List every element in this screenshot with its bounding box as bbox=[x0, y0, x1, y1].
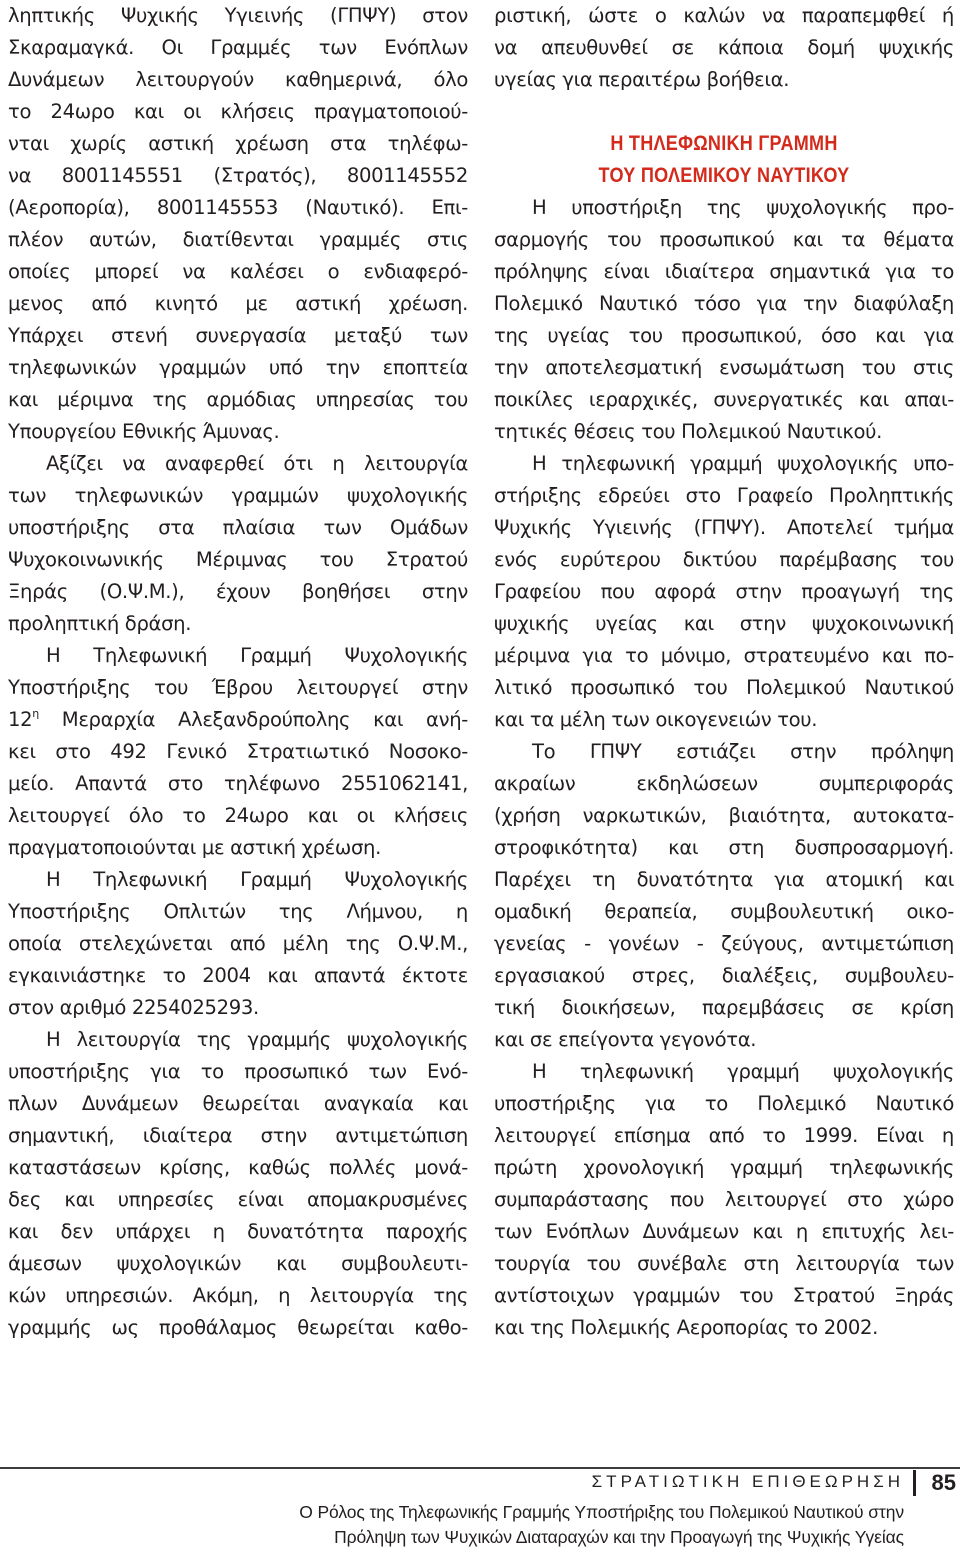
text-line: (Αεροπορία), 8001145553 (Ναυτικό). Επι- bbox=[8, 196, 468, 219]
text-line: στροφικότητα) και στη δυσπροσαρμογή. bbox=[494, 836, 954, 859]
text-line: στήριξης εδρεύει στο Γραφείο Προληπτικής bbox=[494, 484, 954, 507]
text-line: (χρήση ναρκωτικών, βιαιότητα, αυτοκατα- bbox=[494, 804, 954, 827]
text-line: γενείας - γονέων - ζεύγους, αντιμετώπιση bbox=[494, 932, 954, 955]
text-line: Η τηλεφωνική γραμμή ψυχολογικής υπο- bbox=[532, 452, 954, 475]
article-running-title bbox=[299, 1500, 904, 1550]
text-line: τουργία του συνέβαλε στη λειτουργία των bbox=[494, 1252, 954, 1275]
text-line: Σκαραμαγκά. Οι Γραμμές των Ενόπλων bbox=[8, 36, 468, 59]
text-line: λειτουργεί όλο το 24ωρο και οι κλήσεις bbox=[8, 804, 468, 827]
text-line: ληπτικής Ψυχικής Υγιεινής (ΓΠΨΥ) στον bbox=[8, 4, 468, 27]
text-line: Ξηράς (Ο.Ψ.Μ.), έχουν βοηθήσει στην bbox=[8, 580, 468, 603]
text-line: Η υποστήριξη της ψυχολογικής προ- bbox=[532, 196, 954, 219]
text-line: ριστική, ώστε ο καλών να παραπεμφθεί ή bbox=[494, 4, 954, 27]
text-line: τητικές θέσεις του Πολεμικού Ναυτικού. bbox=[494, 420, 883, 443]
text-line: ακραίων εκδηλώσεων συμπεριφοράς bbox=[494, 772, 954, 795]
text-line: πρόληψης είναι ιδιαίτερα σημαντικά για το bbox=[494, 260, 954, 283]
text-line: υποστήριξης στα πλαίσια των Ομάδων bbox=[8, 516, 468, 539]
text-line: ενός ευρύτερου δικτύου παρέμβασης του bbox=[494, 548, 954, 571]
text-line: εγκαινιάστηκε το 2004 και απαντά έκτοτε bbox=[8, 964, 468, 987]
text-line: υποστήριξης για το προσωπικό των Ενό- bbox=[8, 1060, 468, 1083]
text-line: των Ενόπλων Δυνάμεων και η επιτυχής λει- bbox=[494, 1220, 954, 1243]
text-line: Η λειτουργία της γραμμής ψυχολογικής bbox=[46, 1028, 468, 1051]
text-line: νται χωρίς αστική χρέωση στα τηλέφω- bbox=[8, 132, 468, 155]
text-line: Πολεμικό Ναυτικό τόσο για την διαφύλαξη bbox=[494, 292, 954, 315]
text-line: ποικίλες ιεραρχικές, συνεργατικές και απαι- bbox=[494, 388, 954, 411]
text-line: κών υπηρεσιών. Ακόμη, η λειτουργία της bbox=[8, 1284, 468, 1307]
text-line: Υποστήριξης του Έβρου λειτουργεί στην bbox=[8, 676, 468, 699]
section-heading-line-1: Η ΤΗΛΕΦΩΝΙΚΗ ΓΡΑΜΜΗ bbox=[610, 132, 838, 155]
text-line: Παρέχει τη δυνατότητα για ατομική και bbox=[494, 868, 954, 891]
text-line: την αποτελεσματική ενσωμάτωση του στις bbox=[494, 356, 954, 379]
text-line: άμεσων ψυχολογικών και συμβουλευτι- bbox=[8, 1252, 468, 1275]
page-number-divider bbox=[913, 1470, 916, 1496]
text-line: πλων Δυνάμεων θεωρείται αναγκαία και bbox=[8, 1092, 468, 1115]
text-line: προληπτική δράση. bbox=[8, 612, 192, 635]
text-line: της υγείας του προσωπικού, όσο και για bbox=[494, 324, 954, 347]
text-line: να 8001145551 (Στρατός), 8001145552 bbox=[8, 164, 468, 187]
text-line: τηλεφωνικών γραμμών υπό την εποπτεία bbox=[8, 356, 468, 379]
text-line: και της Πολεμικής Αεροπορίας το 2002. bbox=[494, 1316, 879, 1339]
text-line: καταστάσεων κρίσης, καθώς πολλές μονά- bbox=[8, 1156, 468, 1179]
text-line: εργασιακού στρες, διαλέξεις, συμβουλευ- bbox=[494, 964, 954, 987]
right-column bbox=[494, 0, 954, 1344]
page-number: 85 bbox=[931, 1470, 956, 1495]
text-line: και δεν υπάρχει η δυνατότητα παροχής bbox=[8, 1220, 468, 1243]
text-line: γραμμής ως προθάλαμος θεωρείται καθο- bbox=[8, 1316, 468, 1339]
text-line: λιτικό προσωπικό του Πολεμικού Ναυτικού bbox=[494, 676, 954, 699]
text-line: πραγματοποιούνται με αστική χρέωση. bbox=[8, 836, 381, 859]
text-line: κει στο 492 Γενικό Στρατιωτικό Νοσοκο- bbox=[8, 740, 468, 763]
text-line: λειτουργεί επίσημα από το 1999. Είναι η bbox=[494, 1124, 954, 1147]
footer-rule bbox=[0, 1467, 960, 1469]
text-line: σαρμογής του προσωπικού και τα θέματα bbox=[494, 228, 954, 251]
text-line: το 24ωρο και οι κλήσεις πραγματοποιού- bbox=[8, 100, 468, 123]
text-line: Η τηλεφωνική γραμμή ψυχολογικής bbox=[532, 1060, 954, 1083]
text-line: Η Τηλεφωνική Γραμμή Ψυχολογικής bbox=[46, 868, 468, 891]
text-line: μέριμνα για το μόνιμο, στρατευμένο και πο- bbox=[494, 644, 954, 667]
text-line: ομαδική θεραπεία, συμβουλευτική οικο- bbox=[494, 900, 954, 923]
text-line: να απευθυνθεί σε κάποια δομή ψυχικής bbox=[494, 36, 954, 59]
text-line: συμπαράστασης που λειτουργεί στο χώρο bbox=[494, 1188, 954, 1211]
text-line: $12^\eta$ Μεραρχία Αλεξανδρούπολης και ανή- bbox=[8, 707, 468, 731]
left-column bbox=[8, 0, 468, 1344]
text-line: Η Τηλεφωνική Γραμμή Ψυχολογικής bbox=[46, 644, 468, 667]
text-line: ψυχικής υγείας και στην ψυχοκοινωνική bbox=[494, 612, 954, 635]
text-line: των τηλεφωνικών γραμμών ψυχολογικής bbox=[8, 484, 468, 507]
article-title-line-2: Πρόληψη των Ψυχικών Διαταραχών και την Προαγωγή της Ψυχικής Υγείας bbox=[334, 1527, 904, 1547]
text-line: και τα μέλη των οικογενειών του. bbox=[494, 708, 818, 731]
text-line: οποία στελεχώνεται από μέλη της Ο.Ψ.Μ., bbox=[8, 932, 468, 955]
text-line: πρώτη χρονολογική γραμμή τηλεφωνικής bbox=[494, 1156, 954, 1179]
magazine-name: ΣΤΡΑΤΙΩΤΙΚΗ ΕΠΙΘΕΩΡΗΣΗ bbox=[591, 1472, 904, 1491]
section-heading-line-2: ΤΟΥ ΠΟΛΕΜΙΚΟΥ ΝΑΥΤΙΚΟΥ bbox=[598, 164, 850, 187]
article-title-line-1: Ο Ρόλος της Τηλεφωνικής Γραμμής Υποστήριξης του Πολεμικού Ναυτικού στην bbox=[299, 1502, 904, 1522]
text-line: οποίες μπορεί να καλέσει ο ενδιαφερό- bbox=[8, 260, 468, 283]
text-line: Υπουργείου Εθνικής Άμυνας. bbox=[8, 420, 280, 443]
text-line: μείο. Απαντά στο τηλέφωνο 2551062141, bbox=[8, 772, 468, 795]
text-line: Το ΓΠΨΥ εστιάζει στην πρόληψη bbox=[532, 740, 954, 763]
text-line: πλέον αυτών, διατίθενται γραμμές στις bbox=[8, 228, 468, 251]
text-line: και μέριμνα της αρμόδιας υπηρεσίας του bbox=[8, 388, 468, 411]
text-line: δες και υπηρεσίες είναι απομακρυσμένες bbox=[8, 1188, 468, 1211]
text-line: και σε επείγοντα γεγονότα. bbox=[494, 1028, 757, 1051]
text-line: Ψυχικής Υγιεινής (ΓΠΨΥ). Αποτελεί τμήμα bbox=[494, 516, 954, 539]
text-line: Υπάρχει στενή συνεργασία μεταξύ των bbox=[8, 324, 468, 347]
text-line: Αξίζει να αναφερθεί ότι η λειτουργία bbox=[46, 452, 468, 475]
text-line: αντίστοιχων γραμμών του Στρατού Ξηράς bbox=[494, 1284, 954, 1307]
text-line: υγείας για περαιτέρω βοήθεια. bbox=[494, 68, 790, 91]
text-line: σημαντική, ιδιαίτερα στην αντιμετώπιση bbox=[8, 1124, 468, 1147]
text-line: Γραφείου που αφορά στην προαγωγή της bbox=[494, 580, 954, 603]
text-line: Ψυχοκοινωνικής Μέριμνας του Στρατού bbox=[8, 548, 468, 571]
text-line: στον αριθμό 2254025293. bbox=[8, 996, 259, 1019]
text-line: Δυνάμεων λειτουργούν καθημερινά, όλο bbox=[8, 68, 468, 91]
text-line: μενος από κινητό με αστική χρέωση. bbox=[8, 292, 468, 315]
text-line: Υποστήριξης Οπλιτών της Λήμνου, η bbox=[8, 900, 468, 923]
text-line: τική διοικήσεων, παρεμβάσεις σε κρίση bbox=[494, 996, 954, 1019]
text-line: υποστήριξης για το Πολεμικό Ναυτικό bbox=[494, 1092, 954, 1115]
